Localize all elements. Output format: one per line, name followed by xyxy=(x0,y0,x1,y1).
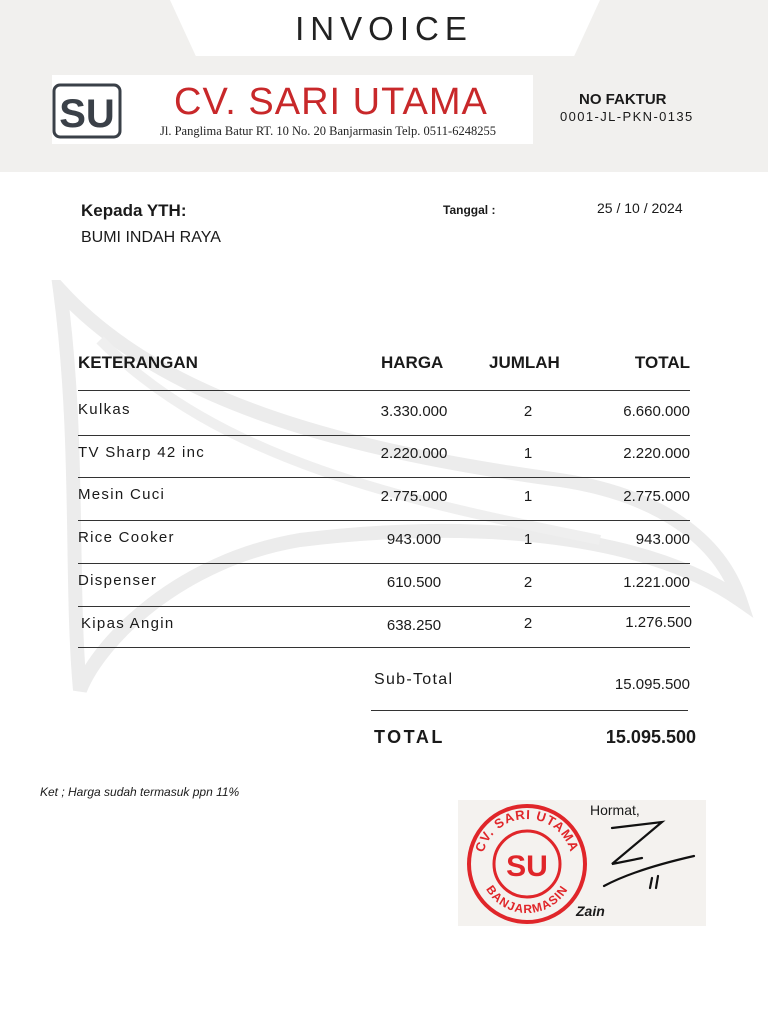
row-description: Dispenser xyxy=(78,572,158,589)
company-address: Jl. Panglima Batur RT. 10 No. 20 Banjarmasin Telp. 0511-6248255 xyxy=(160,124,496,138)
row-quantity: 1 xyxy=(523,445,533,462)
closing-text: Hormat, xyxy=(590,802,640,818)
table-divider xyxy=(78,563,690,564)
row-total: 1.221.000 xyxy=(623,574,690,591)
row-price: 3.330.000 xyxy=(380,403,448,420)
company-name: CV. SARI UTAMA xyxy=(174,81,488,123)
row-quantity: 2 xyxy=(523,574,533,591)
recipient-label: Kepada YTH: xyxy=(81,201,187,220)
header-total: TOTAL xyxy=(634,353,690,372)
row-price: 943.000 xyxy=(386,531,442,548)
row-description: Kipas Angin xyxy=(81,615,175,632)
header-description: KETERANGAN xyxy=(78,353,198,372)
invoice-number-label: NO FAKTUR xyxy=(579,91,667,108)
row-description: Kulkas xyxy=(78,401,131,418)
company-letterhead xyxy=(52,75,533,144)
row-quantity: 1 xyxy=(523,488,533,505)
row-quantity: 2 xyxy=(523,615,533,632)
total-label: TOTAL xyxy=(374,727,445,747)
logo-letters: SU xyxy=(59,92,115,136)
row-description: Mesin Cuci xyxy=(78,486,166,503)
row-total: 1.276.500 xyxy=(625,614,692,631)
table-divider xyxy=(78,606,690,607)
row-price: 2.220.000 xyxy=(380,445,448,462)
invoice-number-value: 0001-JL-PKN-0135 xyxy=(560,109,694,124)
invoice-date: 25 / 10 / 2024 xyxy=(597,200,683,216)
row-description: TV Sharp 42 inc xyxy=(78,444,206,461)
company-stamp xyxy=(462,800,592,926)
row-total: 2.220.000 xyxy=(623,445,690,462)
row-total: 6.660.000 xyxy=(623,403,690,420)
row-description: Rice Cooker xyxy=(78,529,175,546)
grand-total-value: 15.095.500 xyxy=(605,727,696,747)
table-divider xyxy=(78,647,690,648)
row-total: 2.775.000 xyxy=(623,488,690,505)
row-quantity: 1 xyxy=(523,531,533,548)
header-quantity: JUMLAH xyxy=(489,353,560,372)
row-price: 610.500 xyxy=(386,574,442,591)
handwritten-signature xyxy=(582,816,702,906)
row-price: 638.250 xyxy=(386,617,442,634)
signer-name: Zain xyxy=(576,903,605,919)
document-title: INVOICE xyxy=(295,10,473,47)
date-label: Tanggal : xyxy=(443,203,496,217)
summary-divider xyxy=(371,710,688,711)
stamp-city-text: BANJARMASIN xyxy=(483,882,571,917)
stamp-company-text: CV. SARI UTAMA xyxy=(471,806,583,854)
row-quantity: 2 xyxy=(523,403,533,420)
company-logo xyxy=(52,83,122,139)
table-divider xyxy=(78,390,690,391)
header-price: HARGA xyxy=(381,353,444,372)
subtotal-value: 15.095.500 xyxy=(614,676,690,693)
table-divider xyxy=(78,435,690,436)
row-price: 2.775.000 xyxy=(380,488,448,505)
row-total: 943.000 xyxy=(635,531,690,548)
stamp-logo-letters: SU xyxy=(506,850,548,883)
table-divider xyxy=(78,520,690,521)
subtotal-label: Sub-Total xyxy=(374,671,454,688)
table-divider xyxy=(78,477,690,478)
tax-note: Ket ; Harga sudah termasuk ppn 11% xyxy=(40,785,240,799)
recipient-name: BUMI INDAH RAYA xyxy=(81,229,221,246)
